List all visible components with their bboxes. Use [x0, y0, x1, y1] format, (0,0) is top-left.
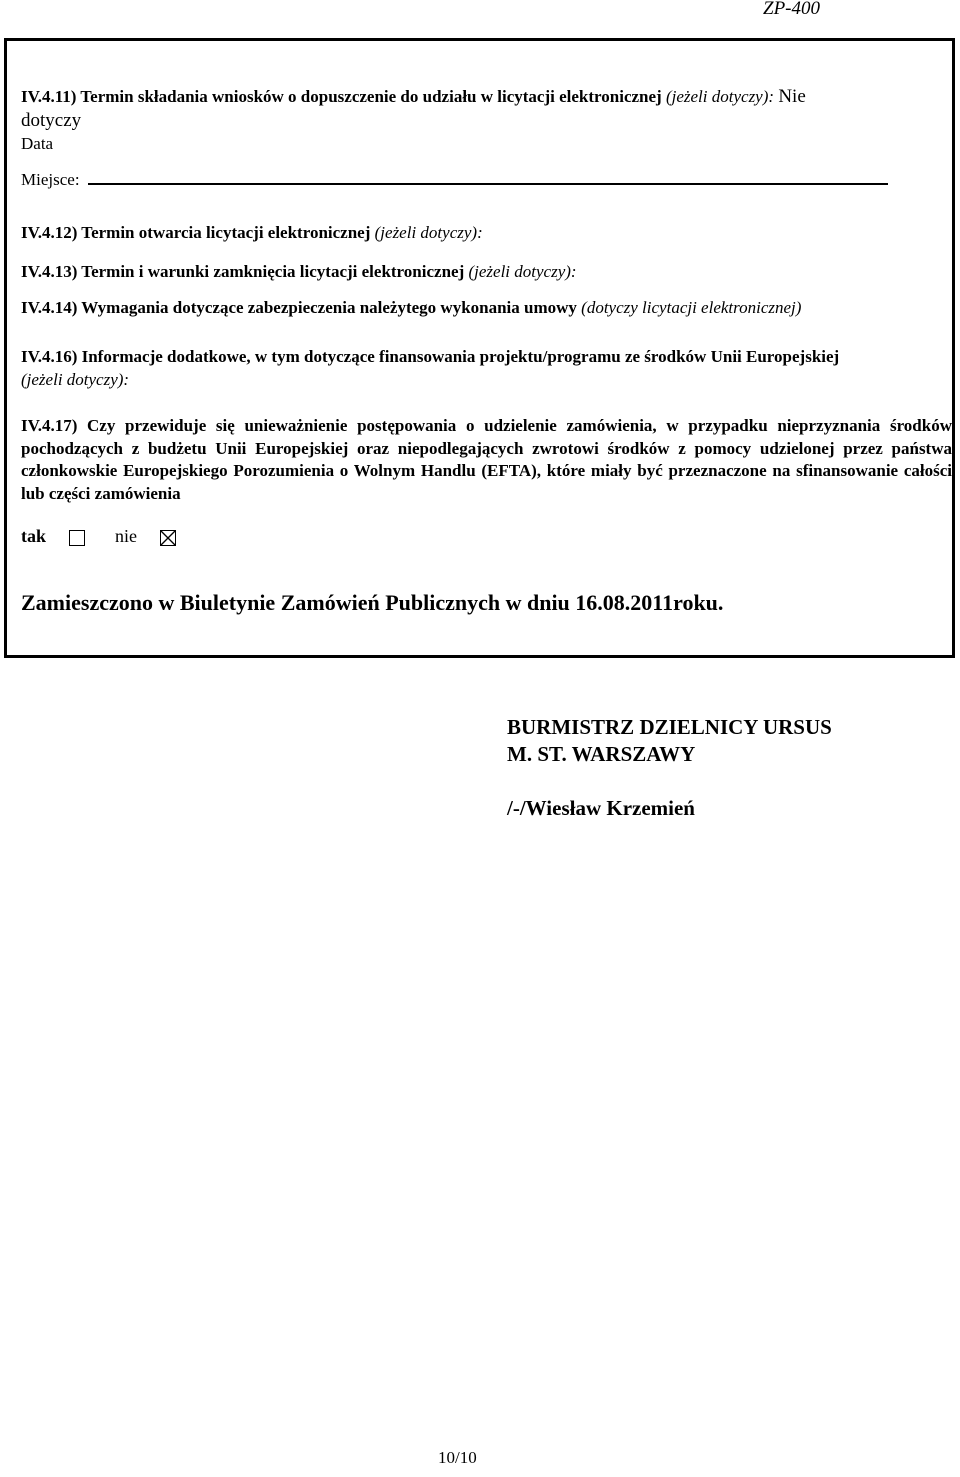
section-12-line — [21, 222, 483, 244]
section-17-text: IV.4.17) Czy przewiduje się unieważnienie postępowania o udzielenie zamówienia, w przypadku nieprzyznania środków pochodzących z budżetu Unii Europejskiej oraz niepodlegających zwrotowi środków z pomocy udzielonej przez państwa członkowskie Europejskiego Porozumienia o Wolnym Handlu (EFTA), które miały być przeznaczone na sfinansowanie całości lub części zamówienia — [21, 416, 952, 503]
section-16-hint: (jeżeli dotyczy): — [21, 370, 130, 389]
signature-title-1: BURMISTRZ DZIELNICY URSUS — [507, 715, 832, 739]
option-yes-checkbox[interactable] — [69, 530, 85, 546]
place-row — [21, 165, 888, 191]
section-13-hint: (jeżeli dotyczy): — [468, 262, 577, 281]
section-11-title: IV.4.11) Termin składania wniosków o dopuszczenie do udziału w licytacji elektronicznej — [21, 87, 666, 106]
section-12-title: IV.4.12) Termin otwarcia licytacji elektronicznej — [21, 223, 375, 242]
place-label: Miejsce: — [21, 170, 80, 189]
date-label: Data — [21, 134, 54, 153]
section-14-line — [21, 297, 801, 319]
header-code: ZP-400 — [763, 0, 820, 19]
form-box — [4, 38, 955, 658]
yes-no-row — [21, 525, 176, 547]
section-11-answer-2: dotyczy — [21, 110, 82, 131]
section-12-hint: (jeżeli dotyczy): — [374, 223, 483, 242]
publication-notice: Zamieszczono w Biuletynie Zamówień Publicznych w dniu 16.08.2011roku. — [21, 590, 724, 615]
section-14-title: IV.4.14) Wymagania dotyczące zabezpieczenia należytego wykonania umowy — [21, 298, 582, 317]
section-14-hint: (dotyczy licytacji elektronicznej) — [581, 298, 802, 317]
signature-name: /-/Wiesław Krzemień — [507, 796, 695, 820]
place-field — [88, 165, 888, 185]
option-no-label: nie — [115, 526, 138, 546]
option-yes-label: tak — [21, 526, 47, 546]
section-13-title: IV.4.13) Termin i warunki zamknięcia licytacji elektronicznej — [21, 262, 469, 281]
section-11-hint: (jeżeli dotyczy): — [665, 87, 779, 106]
section-11-title-line — [21, 86, 806, 108]
section-16-title: IV.4.16) Informacje dodatkowe, w tym dotyczące finansowania projektu/programu ze środków Unii Europejskiej — [21, 347, 840, 366]
option-no-checkbox[interactable] — [160, 530, 176, 546]
signature-title-2: M. ST. WARSZAWY — [507, 742, 696, 766]
checked-cross-icon — [160, 530, 176, 546]
section-11-answer-1: Nie — [778, 86, 806, 107]
page-number: 10/10 — [438, 1448, 477, 1467]
section-13-line — [21, 261, 577, 283]
